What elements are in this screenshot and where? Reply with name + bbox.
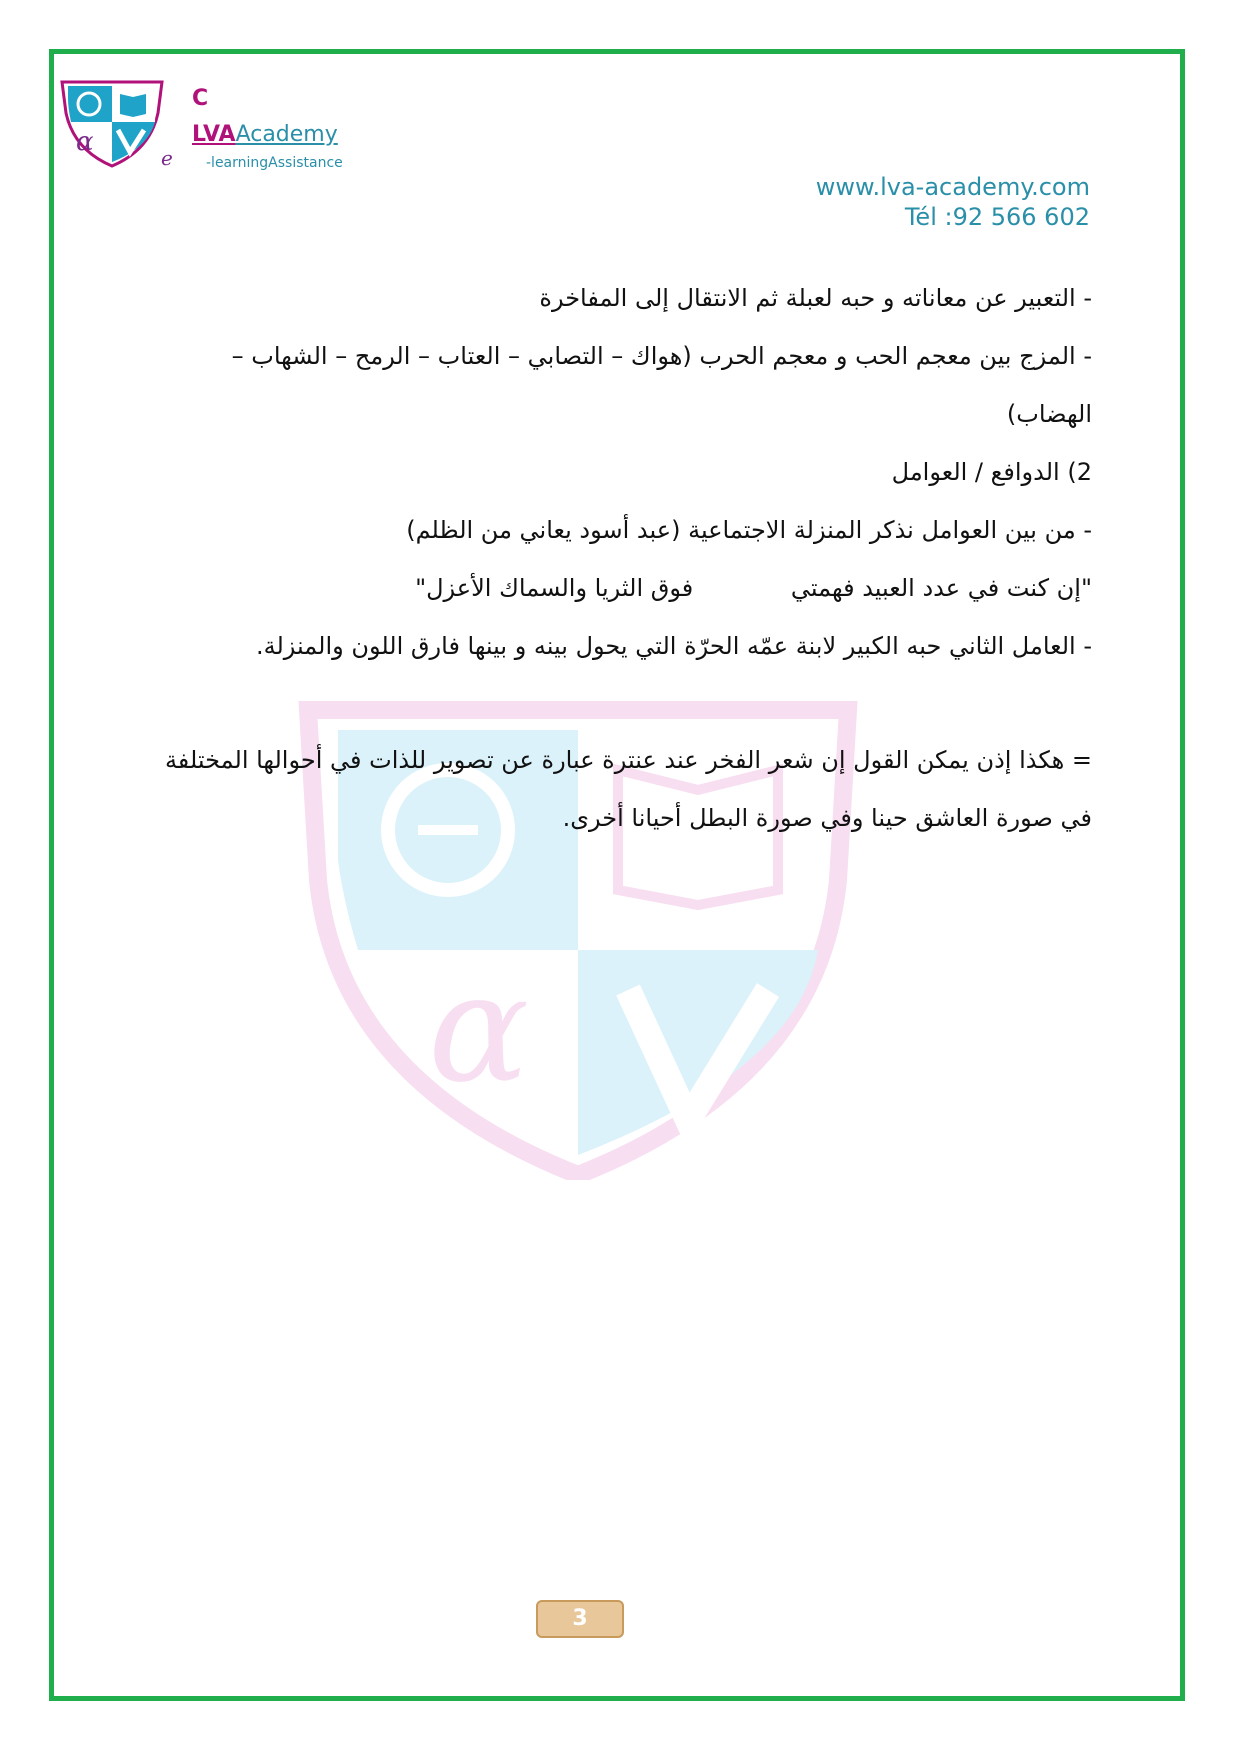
brand-name <box>192 122 338 147</box>
page-number-badge: 3 <box>536 1600 624 1638</box>
paragraph-line: - التعبير عن معاناته و حبه لعبلة ثم الانتقال إلى المفاخرة <box>539 284 1092 312</box>
brand-academy: Academy <box>235 122 338 147</box>
contact-info <box>816 172 1090 232</box>
verse-first-hemistich: "إن كنت في عدد العبيد فهمتي <box>790 574 1092 602</box>
paragraph-line: الهضاب) <box>1006 400 1092 428</box>
section-heading: 2) الدوافع / العوامل <box>891 458 1092 486</box>
svg-text:α: α <box>76 127 94 157</box>
website-link[interactable]: www.lva-academy.com <box>815 173 1090 201</box>
poem-verse <box>362 568 1092 608</box>
conclusion-line: = هكذا إذن يمكن القول إن شعر الفخر عند عنترة عبارة عن تصوير للذات في أحوالها المختلفة <box>164 746 1092 774</box>
brand-lva: LVA <box>192 122 236 147</box>
academy-logo-icon <box>58 78 166 168</box>
svg-text:α: α <box>428 942 530 1116</box>
conclusion-line: في صورة العاشق حينا وفي صورة البطل أحيانا أخرى. <box>562 804 1092 832</box>
brand-letter: C <box>192 86 209 111</box>
brand-e-letter: e <box>161 146 173 170</box>
verse-second-hemistich: فوق الثريا والسماك الأعزل" <box>415 574 694 602</box>
paragraph-line: - المزج بين معجم الحب و معجم الحرب (هواك – التصابي – العتاب – الرمح – الشهاب – <box>231 342 1092 370</box>
brand-subtitle: -learningAssistance <box>206 155 343 171</box>
phone-number: Tél :92 566 602 <box>904 203 1090 231</box>
paragraph-line: - العامل الثاني حبه الكبير لابنة عمّه الحرّة التي يحول بينه و بينها فارق اللون والمنزلة. <box>255 632 1092 660</box>
paragraph-line: - من بين العوامل نذكر المنزلة الاجتماعية (عبد أسود يعاني من الظلم) <box>406 516 1092 544</box>
